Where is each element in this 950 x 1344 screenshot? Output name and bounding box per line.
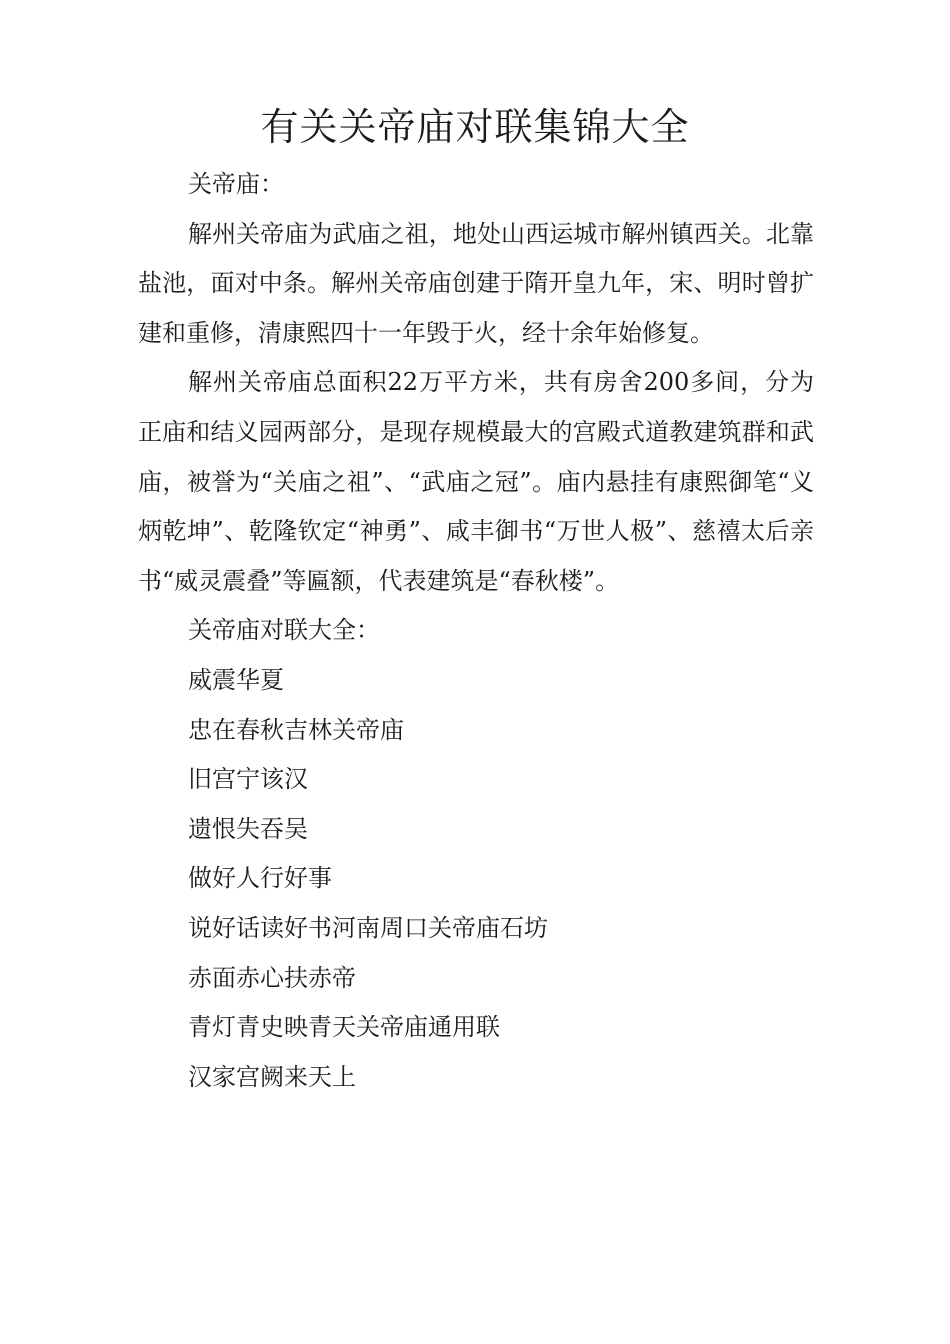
paragraph-history: 解州关帝庙为武庙之祖，地处山西运城市解州镇西关。北靠盐池，面对中条。解州关帝庙创建于隋开皇九年，宋、明时曾扩建和重修，清康熙四十一年毁于火，经十余年始修复。 [138,219,814,347]
couplet-line: 做好人行好事 [188,864,332,893]
couplet-line: 忠在春秋吉林关帝庙 [188,715,404,744]
couplet-line: 青灯青史映青天关帝庙通用联 [188,1013,500,1042]
couplet-line: 遗恨失吞吴 [188,814,308,843]
couplet-line: 威震华夏 [188,665,284,694]
document-body [138,160,814,1102]
couplet-line: 说好话读好书河南周口关帝庙石坊 [188,913,548,942]
paragraph-description: 解州关帝庙总面积22万平方米，共有房舍200多间，分为正庙和结义园两部分，是现存规模最大的宫殿式道教建筑群和武庙，被誉为“关庙之祖”、“武庙之冠”。庙内悬挂有康熙御笔“义炳乾坤”、乾隆钦定“神勇”、咸丰御书“万世人极”、慈禧太后亲书“威灵震叠”等匾额，代表建筑是“春秋楼”。 [138,368,814,595]
couplet-line: 汉家宫阙来天上 [188,1062,356,1091]
document-title: 有关关帝庙对联集锦大全 [260,105,690,149]
section-heading-couplets: 关帝庙对联大全： [188,616,380,645]
couplet-line: 赤面赤心扶赤帝 [188,963,356,992]
couplet-line: 旧宫宁该汉 [188,765,308,794]
section-heading-temple: 关帝庙： [188,170,284,198]
